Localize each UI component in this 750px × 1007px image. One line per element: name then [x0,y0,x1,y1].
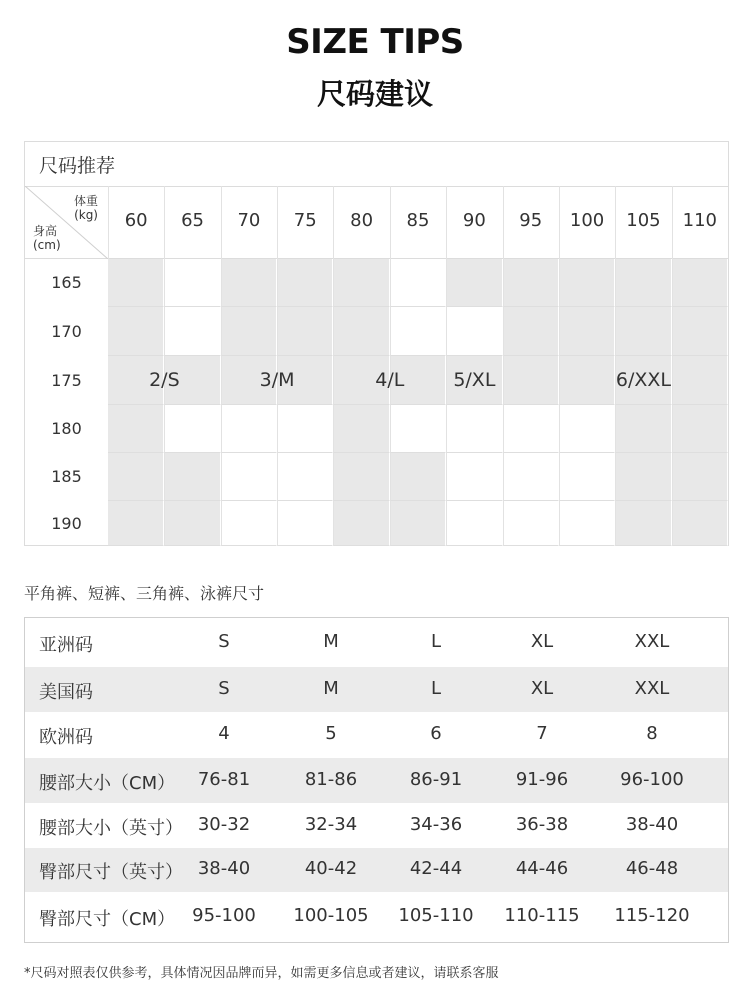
grid-cell [277,501,333,546]
grid-cell [672,259,728,307]
weight-header: 70 [237,210,261,231]
grid-cell [672,356,728,405]
weight-header: 80 [350,210,374,231]
grid-cell [333,307,389,356]
grid-cell [333,501,389,546]
header-bottom-line [25,258,728,259]
corner-weight-text: 体重 [73,194,98,208]
grid-cell [446,453,502,501]
grid-cell [277,259,333,307]
title-english: SIZE TIPS [286,22,464,62]
corner-weight-label [74,194,98,222]
conversion-cell: L [430,677,442,699]
grid-cell [503,307,559,356]
conversion-row [25,803,728,848]
conversion-cell: 30-32 [197,813,251,835]
weight-header: 95 [519,210,543,231]
conversion-cell: 34-36 [409,813,463,835]
grid-cell [559,453,615,501]
caption-bottom-line [25,186,728,187]
grid-cell [446,501,502,546]
grid-cell [221,307,277,356]
conversion-row-label: 腰部大小（CM） [39,772,176,794]
grid-cell [164,307,220,356]
grid-cell [108,453,164,501]
grid-cell [164,453,220,501]
grid-cell [672,453,728,501]
conversion-row-label: 美国码 [39,681,93,703]
corner-weight-unit: (kg) [74,208,98,222]
grid-cell [221,501,277,546]
size-label: 2/S [149,368,180,391]
corner-height-unit: (cm) [33,238,61,252]
conversion-row-label: 臀部尺寸（CM） [39,909,176,930]
weight-header: 65 [181,210,204,231]
conversion-cell: M [323,677,339,699]
conversion-cell: 7 [536,723,548,744]
title-chinese: 尺码建议 [316,77,433,111]
conversion-row [25,892,728,942]
conversion-cell: 38-40 [625,813,679,835]
grid-cell [221,453,277,501]
grid-cell [615,307,671,356]
conversion-cell: L [430,630,442,652]
grid-cell [672,405,728,453]
conversion-cell: 8 [646,723,658,744]
conversion-row [25,758,728,803]
grid-cell [333,453,389,501]
grid-cell [390,405,446,453]
conversion-cell: 4 [218,723,230,744]
grid-cell [559,356,615,405]
conversion-row [25,618,728,667]
conversion-cell: 5 [325,723,337,744]
grid-cell [615,259,671,307]
conversion-cell: 95-100 [192,905,256,926]
size-label: 5/XL [453,368,496,391]
conversion-row-label: 亚洲码 [39,634,93,656]
conversion-cell: S [218,630,230,652]
grid-cell [221,259,277,307]
weight-header: 85 [406,210,430,231]
grid-cell [164,405,220,453]
conversion-cell: S [218,677,230,699]
grid-cell [108,259,164,307]
size-recommendation-grid [24,141,729,546]
grid-cell [559,405,615,453]
conversion-cell: M [323,630,339,652]
footnote: *尺码对照表仅供参考，具体情况因品牌而异，如需更多信息或者建议，请联系客服 [24,966,499,981]
conversion-cell: XL [530,677,554,699]
conversion-cell: 6 [430,723,442,744]
conversion-cell: 91-96 [515,768,569,790]
conversion-cell: XXL [634,677,670,699]
grid-cell [164,259,220,307]
conversion-cell: 42-44 [409,858,463,879]
grid-cell [672,307,728,356]
size-label: 6/XXL [615,368,672,391]
height-row-label: 170 [51,321,82,341]
grid-cell [559,259,615,307]
grid-cell [446,307,502,356]
grid-cell [559,501,615,546]
height-row-label: 165 [51,273,82,292]
grid-cell [221,405,277,453]
conversion-row [25,848,728,892]
grid-cell [108,501,164,546]
grid-cell [333,259,389,307]
grid-cell [164,501,220,546]
grid-cell [390,453,446,501]
grid-cell [503,356,559,405]
grid-cell [277,307,333,356]
conversion-cell: XXL [634,630,670,652]
height-row-label: 175 [51,370,82,390]
grid-cell [108,307,164,356]
grid-cell [390,259,446,307]
conversion-cell: 32-34 [304,813,358,835]
size-label: 3/M [259,368,295,391]
conversion-cell: 110-115 [504,905,580,926]
grid-cell [333,405,389,453]
grid-cell [503,405,559,453]
conversion-row [25,667,728,712]
grid-cell [672,501,728,546]
size-conversion-table [24,617,729,943]
grid-cell [503,501,559,546]
conversion-cell: 44-46 [515,858,569,879]
grid-cell [503,259,559,307]
grid-cell [446,405,502,453]
grid-cell [615,405,671,453]
conversion-cell: 38-40 [197,858,251,879]
weight-header: 110 [682,210,717,231]
conversion-cell: 115-120 [614,905,690,926]
grid-cell [390,501,446,546]
grid-cell [277,453,333,501]
conversion-cell: 105-110 [398,905,474,926]
grid-cell [446,259,502,307]
conversion-row-label: 欧洲码 [39,727,93,748]
conversion-caption: 平角裤、短裤、三角裤、泳裤尺寸 [24,584,265,603]
conversion-cell: 86-91 [409,768,463,790]
conversion-cell: XL [530,630,554,652]
conversion-row [25,712,728,758]
grid-cell [559,307,615,356]
grid-caption: 尺码推荐 [39,155,116,177]
grid-cell [277,405,333,453]
grid-cell [503,453,559,501]
weight-header: 105 [626,210,661,231]
conversion-cell: 100-105 [293,905,369,926]
grid-cell [390,307,446,356]
conversion-cell: 46-48 [625,858,679,879]
conversion-row-label: 臀部尺寸（英寸） [39,862,183,883]
conversion-cell: 96-100 [620,768,684,790]
grid-cell [615,453,671,501]
conversion-cell: 76-81 [197,768,251,790]
weight-header: 60 [124,210,148,231]
corner-height-label [33,224,61,252]
conversion-cell: 40-42 [304,858,358,879]
conversion-row-label: 腰部大小（英寸） [39,817,183,839]
grid-cell [108,405,164,453]
weight-header: 100 [569,210,605,231]
weight-header: 90 [462,210,486,231]
conversion-cell: 81-86 [304,768,358,790]
conversion-cell: 36-38 [515,813,569,835]
weight-header: 75 [293,210,317,231]
height-row-label: 180 [51,419,82,438]
height-row-label: 185 [51,467,82,486]
corner-height-text: 身高 [33,224,58,238]
height-row-label: 190 [51,513,82,533]
size-label: 4/L [375,368,405,391]
grid-cell [615,501,671,546]
